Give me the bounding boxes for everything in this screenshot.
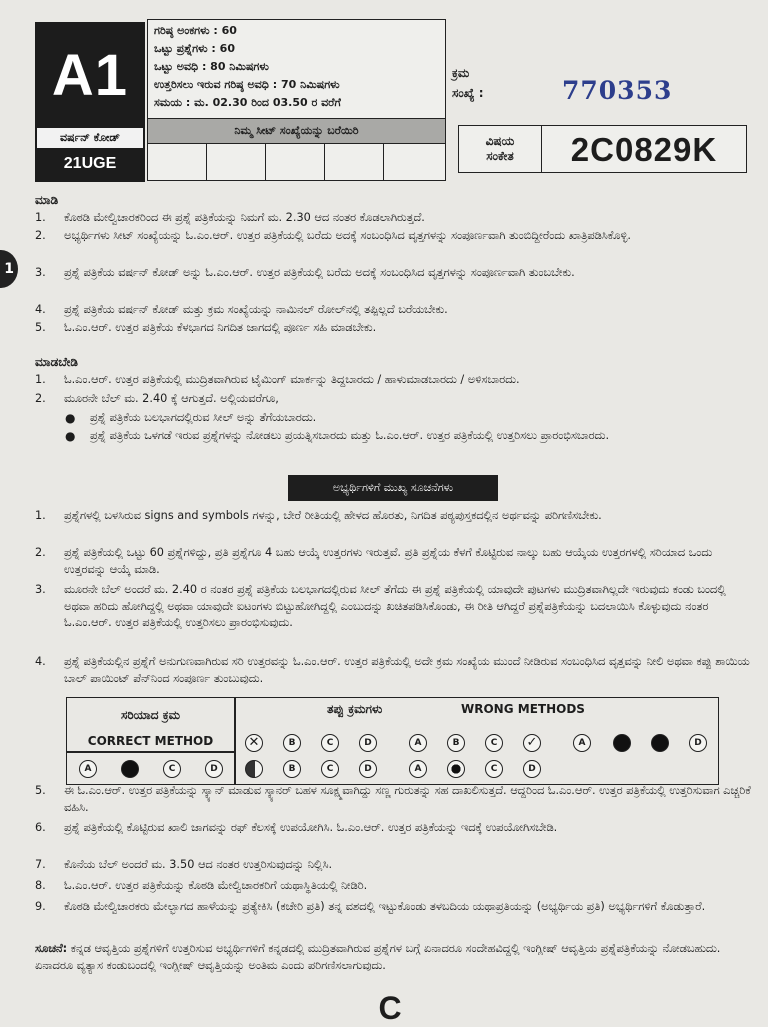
item-number: 2. bbox=[35, 229, 46, 242]
item-number: 3. bbox=[35, 266, 46, 279]
seat-digit-box[interactable] bbox=[148, 144, 207, 180]
item-text: ಪ್ರಶ್ನೆ ಪತ್ರಿಕೆಯ ವರ್ಷನ್ ಕೋಡ್ ಮತ್ತು ಕ್ರಮ ಸಂಖ್ಯೆಯನ್ನು ನಾಮಿನಲ್ ರೋಲ್‌ನಲ್ಲಿ ತಪ್ಪಿಲ್ಲದೆ ಬರೆಯಬೇಕು. bbox=[64, 303, 448, 316]
bubble-ticked-icon: ✓ bbox=[523, 734, 541, 752]
list-item bbox=[0, 545, 768, 582]
list-item bbox=[0, 320, 768, 338]
item-text: ಪ್ರಶ್ನೆ ಪತ್ರಿಕೆಯಲ್ಲಿ ಕೊಟ್ಟಿರುವ ಖಾಲಿ ಜಾಗವನ್ನು ರಫ್ ಕೆಲಸಕ್ಕೆ ಉಪಯೋಗಿಸಿ. ಓ.ಎಂ.ಆರ್. ಉತ್ತರ ಪತ್ರಿಕೆಯನ್ನು ಇದಕ್ಕೆ ಉಪಯೋಗಿಸಬೇಡಿ. bbox=[64, 821, 558, 834]
list-item bbox=[0, 228, 768, 265]
serial-label-line2: ಸಂಖ್ಯೆ : bbox=[452, 86, 484, 100]
bubble-c: C bbox=[163, 760, 181, 778]
total-questions: ಒಟ್ಟು ಪ್ರಶ್ನೆಗಳು : 60 bbox=[154, 42, 235, 55]
footnote-label: ಸೂಚನೆ: bbox=[35, 942, 68, 955]
bubble-b-filled bbox=[121, 760, 139, 778]
item-text: ಪ್ರಶ್ನೆ ಪತ್ರಿಕೆಯಲ್ಲಿನ ಪ್ರಶ್ನೆಗೆ ಅನುಗುಣವಾಗಿರುವ ಸರಿ ಉತ್ತರವನ್ನು ಓ.ಎಂ.ಆರ್. ಉತ್ತರ ಪತ್ರಿಕೆಯಲ್ಲಿ ಅದೇ ಕ್ರಮ ಸಂಖ್ಯೆಯ ಮುಂದೆ ನೀಡಿರುವ ಸಂಬಂಧಿಸಿದ ವೃತ್ತವನ್ನು ನೀಲಿ ಅಥವಾ ಕಪ್ಪು ಶಾಯಿಯ ಬಾಲ್ ಪಾಯಿಂಟ್ ಪೆನ್‌ನಿಂದ ಸಂಪೂರ್ಣ ತುಂಬುವುದು. bbox=[64, 655, 750, 685]
list-item bbox=[0, 654, 768, 691]
seat-digit-box[interactable] bbox=[384, 144, 442, 180]
exam-info-box bbox=[147, 19, 446, 181]
bubble-crossed-icon: ✕ bbox=[245, 734, 263, 752]
bullet-item bbox=[0, 428, 768, 464]
seat-digit-box[interactable] bbox=[266, 144, 325, 180]
bubble-d: D bbox=[689, 734, 707, 752]
bubble-half-filled bbox=[245, 760, 263, 778]
item-text: ಕೊಠಡಿ ಮೇಲ್ವಿಚಾರಕರು ಮೇಲ್ಭಾಗದ ಹಾಳೆಯನ್ನು ಪ್ರತ್ಯೇಕಿಸಿ (ಕಚೇರಿ ಪ್ರತಿ) ತನ್ನ ವಶದಲ್ಲಿ ಇಟ್ಟುಕೊಂಡು ತಳಬದಿಯ ಯಥಾಪ್ರತಿಯನ್ನು (ಅಭ್ಯರ್ಥಿಯ ಪ್ರತಿ) ಅಭ್ಯರ್ಥಿಗಳಿಗೆ ಕೊಡುತ್ತಾರೆ. bbox=[64, 900, 706, 913]
bubble-a: A bbox=[409, 760, 427, 778]
bubble-d: D bbox=[359, 760, 377, 778]
item-text: ಪ್ರಶ್ನೆಗಳಲ್ಲಿ ಬಳಸಿರುವ signs and symbols ಗಳನ್ನು, ಬೇರೆ ರೀತಿಯಲ್ಲಿ ಹೇಳದ ಹೊರತು, ನಿಗದಿತ ಪಠ್ಯಪುಸ್ತಕದಲ್ಲಿನ ಅರ್ಥವನ್ನು ಪರಿಗಣಿಸಬೇಕು. bbox=[64, 509, 602, 522]
subject-label-line1: ವಿಷಯ bbox=[485, 134, 515, 148]
exam-time: ಸಮಯ : ಮ. 02.30 ರಿಂದ 03.50 ರ ವರೆಗೆ bbox=[154, 96, 341, 109]
subject-code-box bbox=[458, 125, 747, 173]
dos-heading: ಮಾಡಿ bbox=[35, 193, 59, 207]
list-item bbox=[0, 899, 768, 936]
seat-digit-box[interactable] bbox=[325, 144, 384, 180]
list-item bbox=[0, 508, 768, 545]
bubble-c: C bbox=[321, 760, 339, 778]
bubble-filled bbox=[613, 734, 631, 752]
bubble-b: B bbox=[283, 734, 301, 752]
item-number: 4. bbox=[35, 655, 46, 668]
item-text: ಪ್ರಶ್ನೆ ಪತ್ರಿಕೆಯ ವರ್ಷನ್ ಕೋಡ್ ಅನ್ನು ಓ.ಎಂ.ಆರ್. ಉತ್ತರ ಪತ್ರಿಕೆಯಲ್ಲಿ ಬರೆದು ಅದಕ್ಕೆ ಸಂಬಂಧಿಸಿದ ವೃತ್ತಗಳನ್ನು ಸಂಪೂರ್ಣವಾಗಿ ತುಂಬಬೇಕು. bbox=[64, 266, 575, 279]
donts-list bbox=[0, 372, 768, 464]
item-number: 1. bbox=[35, 373, 46, 386]
instructions-list bbox=[0, 508, 768, 691]
version-code-label: ವರ್ಷನ್ ಕೋಡ್ bbox=[37, 128, 143, 148]
table-divider bbox=[234, 698, 236, 784]
bubble-d: D bbox=[205, 760, 223, 778]
item-text: ಈ ಓ.ಎಂ.ಆರ್. ಉತ್ತರ ಪತ್ರಿಕೆಯನ್ನು ಸ್ಕ್ಯಾನ್ ಮಾಡುವ ಸ್ಕ್ಯಾನರ್ ಬಹಳ ಸೂಕ್ಷ್ಮವಾಗಿದ್ದು ಸಣ್ಣ ಗುರುತನ್ನು ಸಹ ದಾಖಲಿಸುತ್ತದೆ. ಆದ್ದರಿಂದ ಓ.ಎಂ.ಆರ್. ಉತ್ತರ ಪತ್ರಿಕೆಯಲ್ಲಿ ಉತ್ತರಿಸುವಾಗ ಎಚ್ಚರಿಕೆ ವಹಿಸಿ. bbox=[64, 784, 751, 814]
item-text: ಪ್ರಶ್ನೆ ಪತ್ರಿಕೆಯಲ್ಲಿ ಒಟ್ಟು 60 ಪ್ರಶ್ನೆಗಳಿದ್ದು, ಪ್ರತಿ ಪ್ರಶ್ನೆಗೂ 4 ಬಹು ಆಯ್ಕೆ ಉತ್ತರಗಳು ಇರುತ್ತವೆ. ಪ್ರತಿ ಪ್ರಶ್ನೆಯ ಕೆಳಗೆ ಕೊಟ್ಟಿರುವ ನಾಲ್ಕು ಬಹು ಆಯ್ಕೆಯ ಉತ್ತರಗಳಲ್ಲಿ ಸರಿಯಾದ ಒಂದು ಉತ್ತರವನ್ನು ಆಯ್ಕೆ ಮಾಡಿ. bbox=[64, 546, 713, 576]
dos-list bbox=[0, 210, 768, 338]
item-number: 1. bbox=[35, 211, 46, 224]
item-number: 2. bbox=[35, 392, 46, 405]
bubble-c: C bbox=[321, 734, 339, 752]
item-number: 2. bbox=[35, 546, 46, 559]
list-item bbox=[0, 265, 768, 302]
item-text: ಕೊಠಡಿ ಮೇಲ್ವಿಚಾರಕರಿಂದ ಈ ಪ್ರಶ್ನೆ ಪತ್ರಿಕೆಯನ್ನು ನಿಮಗೆ ಮ. 2.30 ಆದ ನಂತರ ಕೊಡಲಾಗಿರುತ್ತದೆ. bbox=[64, 211, 425, 224]
item-number: 5. bbox=[35, 321, 46, 334]
wrong-methods-label-kn: ತಪ್ಪು ಕ್ರಮಗಳು bbox=[327, 702, 383, 716]
item-text: ಓ.ಎಂ.ಆರ್. ಉತ್ತರ ಪತ್ರಿಕೆಯನ್ನು ಕೊಠಡಿ ಮೇಲ್ವಿಚಾರಕರಿಗೆ ಯಥಾಸ್ಥಿತಿಯಲ್ಲಿ ನೀಡಿರಿ. bbox=[64, 879, 368, 892]
version-code-box bbox=[35, 22, 145, 182]
bubble-d: D bbox=[359, 734, 377, 752]
bubble-b: B bbox=[283, 760, 301, 778]
correct-method-label-kn: ಸರಿಯಾದ ಕ್ರಮ bbox=[120, 708, 181, 722]
footnote bbox=[35, 941, 751, 974]
list-item bbox=[0, 372, 768, 391]
serial-number-label bbox=[452, 63, 484, 103]
list-item bbox=[0, 783, 768, 820]
page-side-tab: 1 bbox=[0, 250, 18, 288]
list-item bbox=[0, 878, 768, 899]
version-code: A1 bbox=[51, 43, 129, 108]
exam-code: 21UGE bbox=[63, 155, 117, 172]
bubble-b: B bbox=[447, 734, 465, 752]
item-text: ಪ್ರಶ್ನೆ ಪತ್ರಿಕೆಯ ಒಳಗಡೆ ಇರುವ ಪ್ರಶ್ನೆಗಳನ್ನು ನೋಡಲು ಪ್ರಯತ್ನಿಸಬಾರದು ಮತ್ತು ಓ.ಎಂ.ಆರ್. ಉತ್ತರ ಪತ್ರಿಕೆಯಲ್ಲಿ ಉತ್ತರಿಸಲು ಪ್ರಾರಂಭಿಸಬಾರದು. bbox=[90, 429, 610, 442]
instructions-list-continued bbox=[0, 783, 768, 936]
bubble-a: A bbox=[79, 760, 97, 778]
bubble-filled bbox=[651, 734, 669, 752]
item-text: ಅಭ್ಯರ್ಥಿಗಳು ಸೀಟ್ ಸಂಖ್ಯೆಯನ್ನು ಓ.ಎಂ.ಆರ್. ಉತ್ತರ ಪತ್ರಿಕೆಯಲ್ಲಿ ಬರೆದು ಅದಕ್ಕೆ ಸಂಬಂಧಿಸಿದ ವೃತ್ತಗಳನ್ನು ಸಂಪೂರ್ಣವಾಗಿ ತುಂಬಿದ್ದೀರೆಂದು ಖಾತ್ರಿಪಡಿಸಿಕೊಳ್ಳಿ. bbox=[64, 229, 631, 242]
item-number: 6. bbox=[35, 821, 46, 834]
wrong-methods-label-en: WRONG METHODS bbox=[461, 702, 585, 716]
item-number: 8. bbox=[35, 879, 46, 892]
list-item bbox=[0, 302, 768, 320]
bubble-a: A bbox=[409, 734, 427, 752]
item-number: 1. bbox=[35, 509, 46, 522]
page-version-letter: C bbox=[378, 990, 402, 1026]
list-item bbox=[0, 210, 768, 228]
answer-methods-table bbox=[66, 697, 719, 785]
donts-heading: ಮಾಡಬೇಡಿ bbox=[35, 355, 78, 369]
correct-method-label-en: CORRECT METHOD bbox=[87, 734, 214, 748]
seat-number-header: ನಿಮ್ಮ ಸೀಟ್ ಸಂಖ್ಯೆಯನ್ನು ಬರೆಯಿರಿ bbox=[148, 118, 445, 144]
item-number: 3. bbox=[35, 583, 46, 596]
item-text: ಮೂರನೇ ಬೆಲ್ ಮ. 2.40 ಕ್ಕೆ ಆಗುತ್ತದೆ. ಅಲ್ಲಿಯವರೆಗೂ, bbox=[64, 392, 279, 405]
bubble-dot-filled bbox=[447, 760, 465, 778]
instructions-banner: ಅಭ್ಯರ್ಥಿಗಳಿಗೆ ಮುಖ್ಯ ಸೂಚನೆಗಳು bbox=[288, 475, 498, 501]
bubble-a: A bbox=[573, 734, 591, 752]
item-text: ಓ.ಎಂ.ಆರ್. ಉತ್ತರ ಪತ್ರಿಕೆಯಲ್ಲಿ ಮುದ್ರಿತವಾಗಿರುವ ಟೈಮಿಂಗ್ ಮಾರ್ಕನ್ನು ತಿದ್ದಬಾರದು / ಹಾಳುಮಾಡಬಾರದು / ಅಳಿಸಬಾರದು. bbox=[64, 373, 520, 386]
bullet-item bbox=[0, 410, 768, 428]
subject-code-label bbox=[459, 126, 542, 172]
bubble-c: C bbox=[485, 734, 503, 752]
subject-label-line2: ಸಂಕೇತ bbox=[486, 149, 514, 163]
item-text: ಮೂರನೇ ಬೆಲ್ ಅಂದರೆ ಮ. 2.40 ರ ನಂತರ ಪ್ರಶ್ನೆ ಪತ್ರಿಕೆಯ ಬಲಭಾಗದಲ್ಲಿರುವ ಸೀಲ್ ತೆಗೆದು ಈ ಪ್ರಶ್ನೆ ಪತ್ರಿಕೆಯಲ್ಲಿ ಯಾವುದೇ ಪುಟಗಳು ಮುದ್ರಿತವಾಗಿಲ್ಲದೇ ಇರುವುದು ಕಂಡು ಬಂದಲ್ಲಿ ಅಥವಾ ಹರಿದು ಹೋಗಿದ್ದಲ್ಲಿ ಅಥವಾ ಯಾವುದೇ ಐಟಂಗಳು ಬಿಟ್ಟುಹೋಗಿದ್ದಲ್ಲಿ ಎಂಬುದನ್ನು ಖಚಿತಪಡಿಸಿಕೊಂಡು, ಈ ರೀತಿ ಆಗಿದ್ದರೆ ಪ್ರಶ್ನೆಪತ್ರಿಕೆಯನ್ನು ಬದಲಾಯಿಸಿ ಕೊಳ್ಳುವುದು ನಂತರ ಓ.ಎಂ.ಆರ್. ಉತ್ತರ ಪತ್ರಿಕೆಯಲ್ಲಿ ಉತ್ತರಿಸಲು ಪ್ರಾರಂಭಿಸುವುದು. bbox=[64, 583, 726, 629]
item-text: ಓ.ಎಂ.ಆರ್. ಉತ್ತರ ಪತ್ರಿಕೆಯ ಕೆಳಭಾಗದ ನಿಗದಿತ ಜಾಗದಲ್ಲಿ ಪೂರ್ಣ ಸಹಿ ಮಾಡಬೇಕು. bbox=[64, 321, 377, 334]
max-marks: ಗರಿಷ್ಠ ಅಂಕಗಳು : 60 bbox=[154, 24, 237, 37]
list-item bbox=[0, 391, 768, 410]
serial-number: 770353 bbox=[562, 76, 673, 105]
seat-digit-box[interactable] bbox=[207, 144, 266, 180]
bubble-d: D bbox=[523, 760, 541, 778]
list-item bbox=[0, 857, 768, 878]
item-number: 5. bbox=[35, 784, 46, 797]
list-item bbox=[0, 582, 768, 654]
serial-label-line1: ಕ್ರಮ bbox=[452, 66, 470, 80]
bullet-dot-icon: ● bbox=[65, 429, 76, 443]
bubble-c: C bbox=[485, 760, 503, 778]
item-number: 4. bbox=[35, 303, 46, 316]
item-number: 9. bbox=[35, 900, 46, 913]
total-duration: ಒಟ್ಟು ಅವಧಿ : 80 ನಿಮಿಷಗಳು bbox=[154, 60, 269, 73]
table-divider bbox=[67, 751, 234, 753]
bullet-dot-icon: ● bbox=[65, 411, 76, 425]
list-item bbox=[0, 820, 768, 857]
footnote-text: ಕನ್ನಡ ಆವೃತ್ತಿಯ ಪ್ರಶ್ನೆಗಳಿಗೆ ಉತ್ತರಿಸುವ ಅಭ್ಯರ್ಥಿಗಳಿಗೆ ಕನ್ನಡದಲ್ಲಿ ಮುದ್ರಿತವಾಗಿರುವ ಪ್ರಶ್ನೆಗಳ ಬಗ್ಗೆ ಏನಾದರೂ ಸಂದೇಹವಿದ್ದಲ್ಲಿ ಇಂಗ್ಲೀಷ್ ಆವೃತ್ತಿಯ ಪ್ರಶ್ನೆಪತ್ರಿಕೆಯನ್ನು ನೋಡಬಹುದು. ಏನಾದರೂ ವ್ಯತ್ಯಾಸ ಕಂಡುಬಂದಲ್ಲಿ ಇಂಗ್ಲೀಷ್ ಆವೃತ್ತಿಯನ್ನು ಅಂತಿಮ ಎಂದು ಪರಿಗಣಿಸಲಾಗುವುದು. bbox=[35, 942, 721, 972]
subject-code: 2C0829K bbox=[570, 131, 718, 168]
item-number: 7. bbox=[35, 858, 46, 871]
item-text: ಪ್ರಶ್ನೆ ಪತ್ರಿಕೆಯ ಬಲಭಾಗದಲ್ಲಿರುವ ಸೀಲ್ ಅನ್ನು ತೆಗೆಯಬಾರದು. bbox=[90, 411, 317, 424]
item-text: ಕೊನೆಯ ಬೆಲ್ ಅಂದರೆ ಮ. 3.50 ಆದ ನಂತರ ಉತ್ತರಿಸುವುದನ್ನು ನಿಲ್ಲಿಸಿ. bbox=[64, 858, 333, 871]
answer-duration: ಉತ್ತರಿಸಲು ಇರುವ ಗರಿಷ್ಠ ಅವಧಿ : 70 ನಿಮಿಷಗಳು bbox=[154, 78, 340, 91]
